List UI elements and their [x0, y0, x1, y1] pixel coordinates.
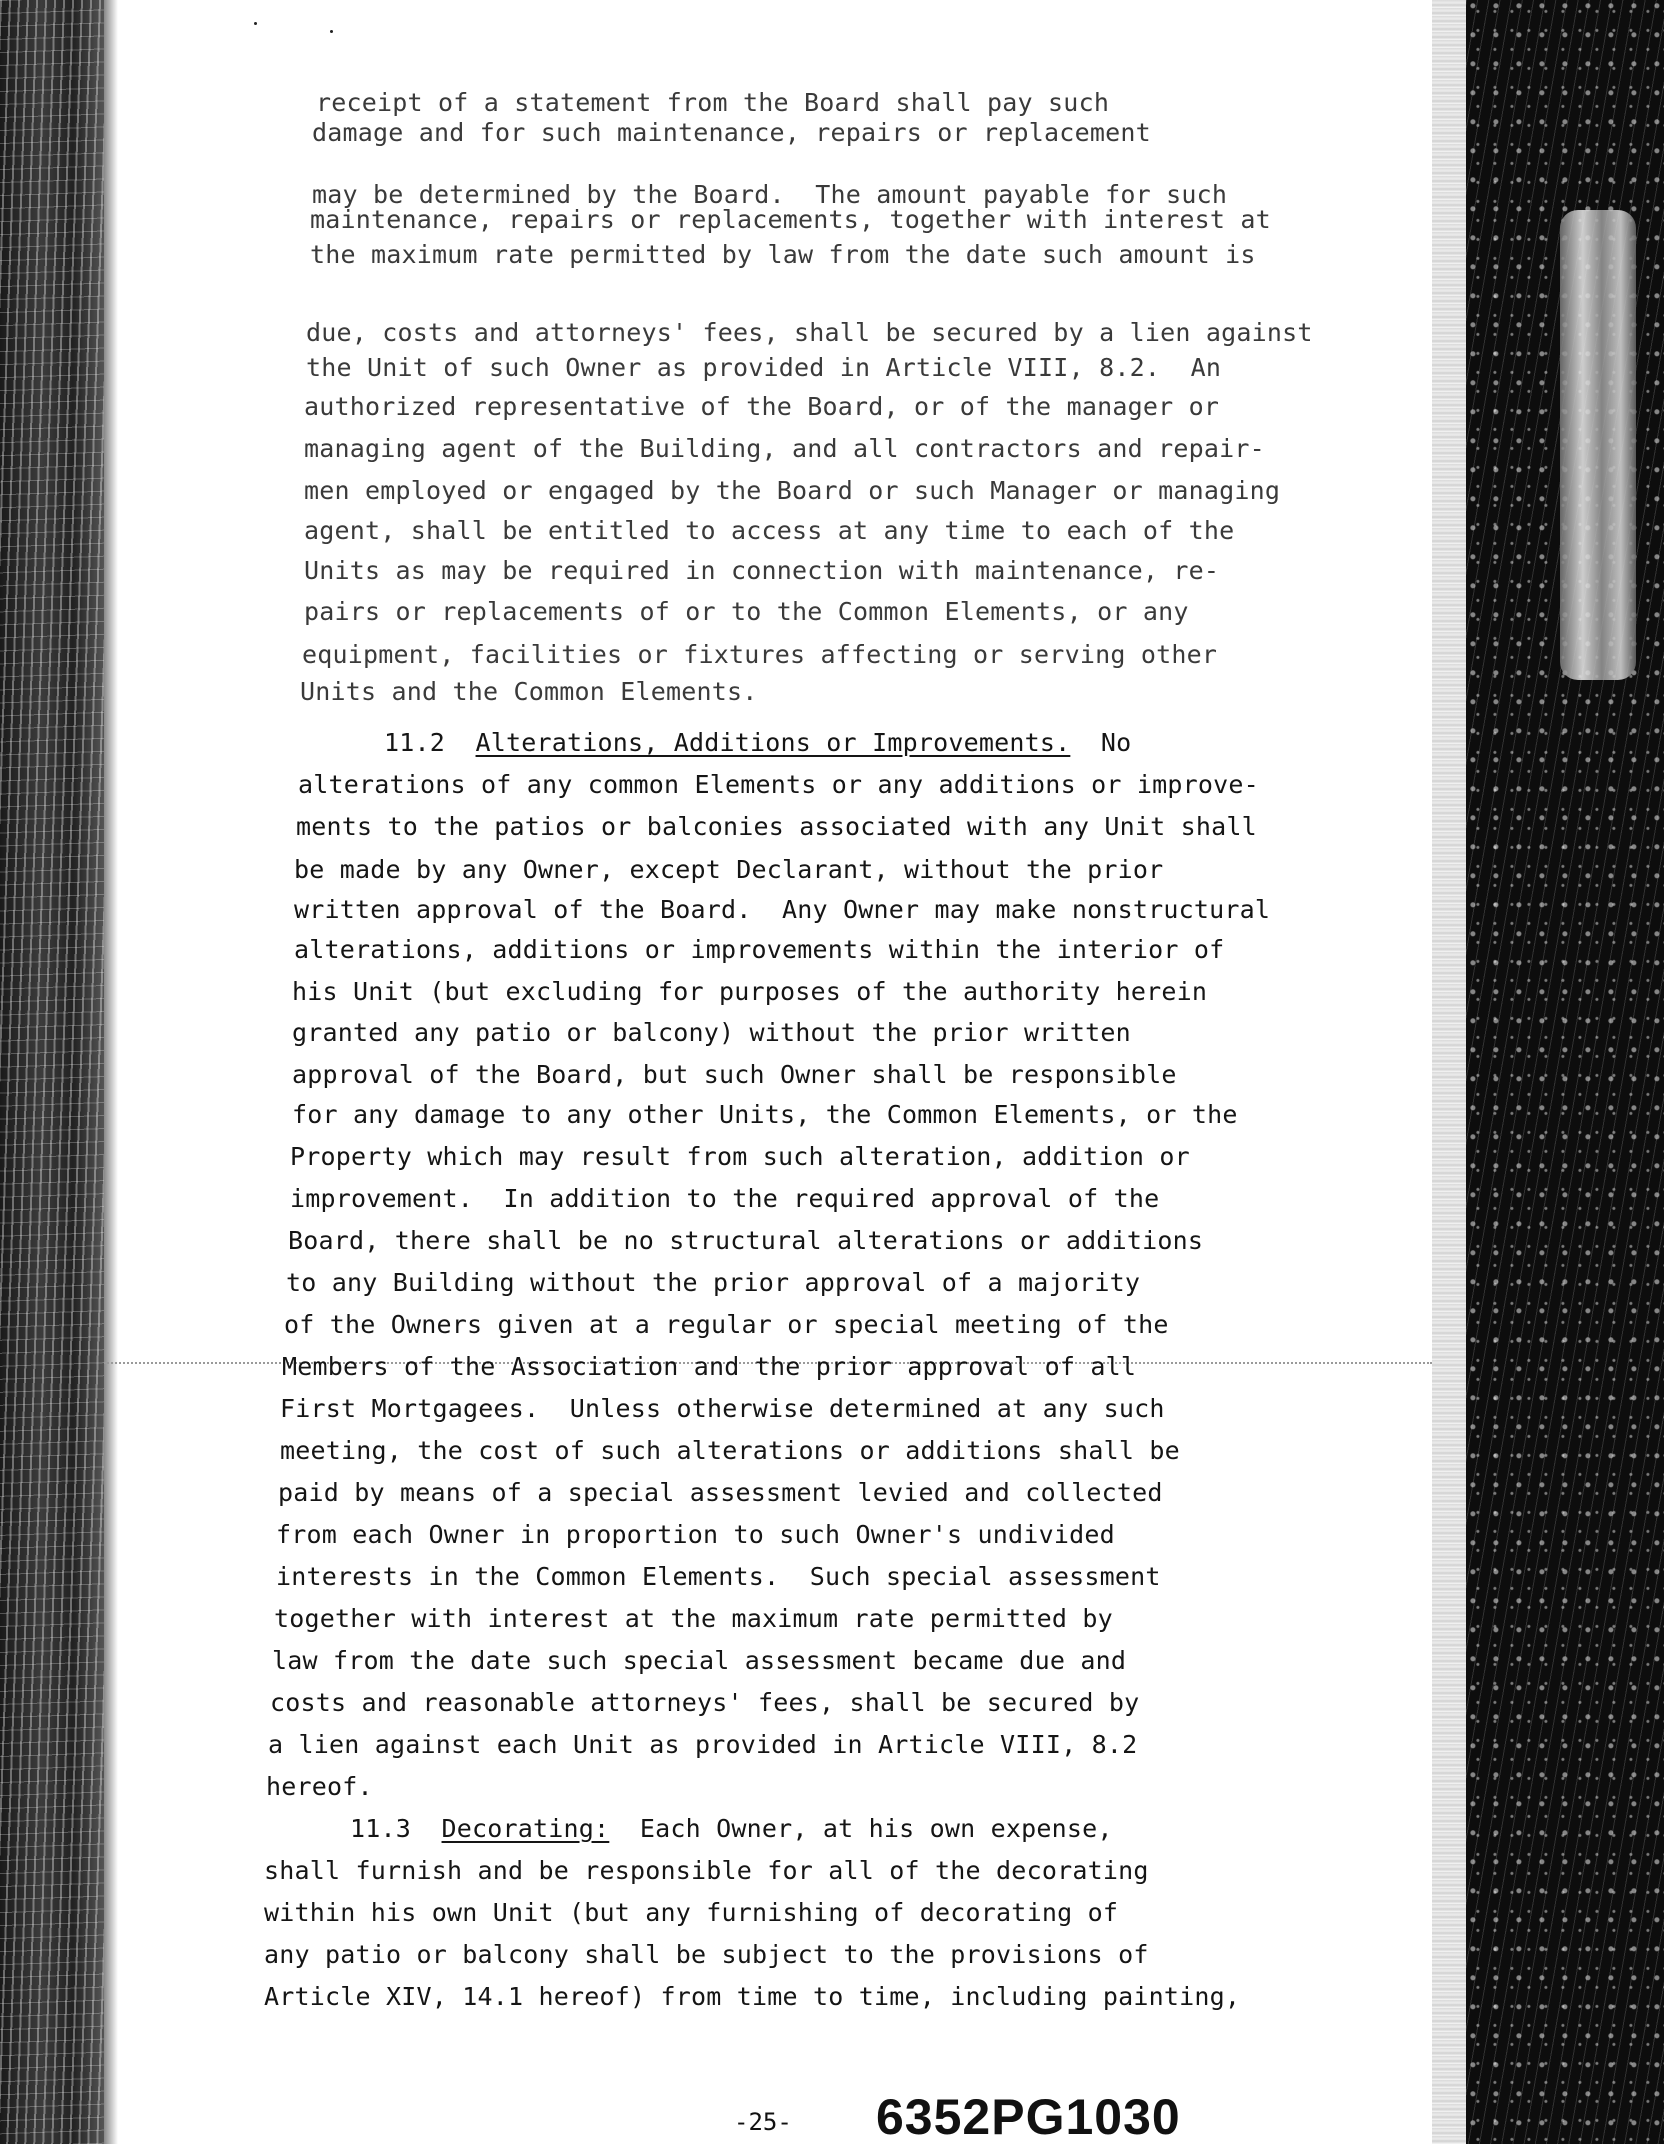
body-line: damage and for such maintenance, repairs or replacement	[312, 118, 1151, 147]
body-line: a lien against each Unit as provided in Article VIII, 8.2	[268, 1730, 1138, 1759]
body-line: maintenance, repairs or replacements, together with interest at	[310, 205, 1271, 234]
binder-clip-mark	[1560, 210, 1636, 680]
body-line: meeting, the cost of such alterations or additions shall be	[280, 1436, 1180, 1465]
body-line: costs and reasonable attorneys' fees, shall be secured by	[270, 1688, 1140, 1717]
body-line: may be determined by the Board. The amount payable for such	[312, 180, 1228, 209]
section-heading: Alterations, Additions or Improvements.	[475, 728, 1071, 757]
body-line: together with interest at the maximum rate permitted by	[274, 1604, 1113, 1633]
scan-speck	[330, 30, 333, 33]
body-line: shall furnish and be responsible for all of the decorating	[264, 1856, 1149, 1885]
body-line: of the Owners given at a regular or special meeting of the	[284, 1310, 1169, 1339]
body-line: Board, there shall be no structural alterations or additions	[288, 1226, 1204, 1255]
body-line: the Unit of such Owner as provided in Article VIII, 8.2. An	[306, 353, 1222, 382]
section-11-2-heading-line	[384, 728, 1131, 758]
body-line: managing agent of the Building, and all contractors and repair-	[304, 434, 1265, 463]
body-line: Property which may result from such alteration, addition or	[290, 1142, 1190, 1171]
body-line: any patio or balcony shall be subject to the provisions of	[264, 1940, 1149, 1969]
body-line: alterations, additions or improvements within the interior of	[294, 935, 1225, 964]
body-line: men employed or engaged by the Board or such Manager or managing	[304, 476, 1281, 505]
body-line: interests in the Common Elements. Such special assessment	[276, 1562, 1161, 1591]
body-line: due, costs and attorneys' fees, shall be secured by a lien against	[306, 318, 1313, 347]
section-heading: Decorating:	[441, 1814, 610, 1843]
body-line: improvement. In addition to the required approval of the	[290, 1184, 1160, 1213]
body-line: his Unit (but excluding for purposes of the authority herein	[292, 977, 1208, 1006]
body-line: authorized representative of the Board, or of the manager or	[304, 392, 1220, 421]
scan-edge-left	[0, 0, 104, 2144]
body-line: hereof.	[266, 1772, 373, 1801]
body-line: to any Building without the prior approval of a majority	[286, 1268, 1141, 1297]
body-line: alterations of any common Elements or any additions or improve-	[298, 770, 1259, 799]
body-line: granted any patio or balcony) without the prior written	[292, 1018, 1131, 1047]
scan-edge-right-shadow	[1432, 0, 1466, 2144]
body-line: paid by means of a special assessment levied and collected	[278, 1478, 1163, 1507]
page-number: -25-	[734, 2108, 792, 2136]
body-line: approval of the Board, but such Owner shall be responsible	[292, 1060, 1177, 1089]
heading-line-continuation: No	[1100, 728, 1132, 757]
body-line: receipt of a statement from the Board shall pay such	[316, 88, 1110, 117]
body-line: agent, shall be entitled to access at any time to each of the	[304, 516, 1235, 545]
scan-edge-left-shadow	[104, 0, 118, 2144]
body-line: equipment, facilities or fixtures affecting or serving other	[302, 640, 1218, 669]
body-line: Members of the Association and the prior approval of all	[282, 1352, 1137, 1381]
body-line: for any damage to any other Units, the Common Elements, or the	[292, 1100, 1238, 1129]
heading-line-continuation: Each Owner, at his own expense,	[639, 1814, 1113, 1843]
body-line: the maximum rate permitted by law from the date such amount is	[310, 240, 1256, 269]
body-line: Units as may be required in connection with maintenance, re-	[304, 556, 1220, 585]
section-number: 11.2	[384, 728, 446, 757]
body-line: ments to the patios or balconies associated with any Unit shall	[296, 812, 1257, 841]
recording-stamp: 6352PG1030	[876, 2089, 1181, 2144]
body-line: Article XIV, 14.1 hereof) from time to time, including painting,	[264, 1982, 1241, 2011]
body-line: pairs or replacements of or to the Common Elements, or any	[304, 597, 1189, 626]
body-line: written approval of the Board. Any Owner may make nonstructural	[294, 895, 1271, 924]
body-line: law from the date such special assessment became due and	[272, 1646, 1127, 1675]
body-line: from each Owner in proportion to such Owner's undivided	[276, 1520, 1115, 1549]
body-line: within his own Unit (but any furnishing of decorating of	[264, 1898, 1119, 1927]
body-line: First Mortgagees. Unless otherwise determined at any such	[280, 1394, 1165, 1423]
section-11-3-heading-line	[350, 1814, 1113, 1844]
body-line: Units and the Common Elements.	[300, 677, 758, 706]
scan-speck	[254, 22, 257, 25]
body-line: be made by any Owner, except Declarant, without the prior	[294, 855, 1164, 884]
section-number: 11.3	[350, 1814, 412, 1843]
